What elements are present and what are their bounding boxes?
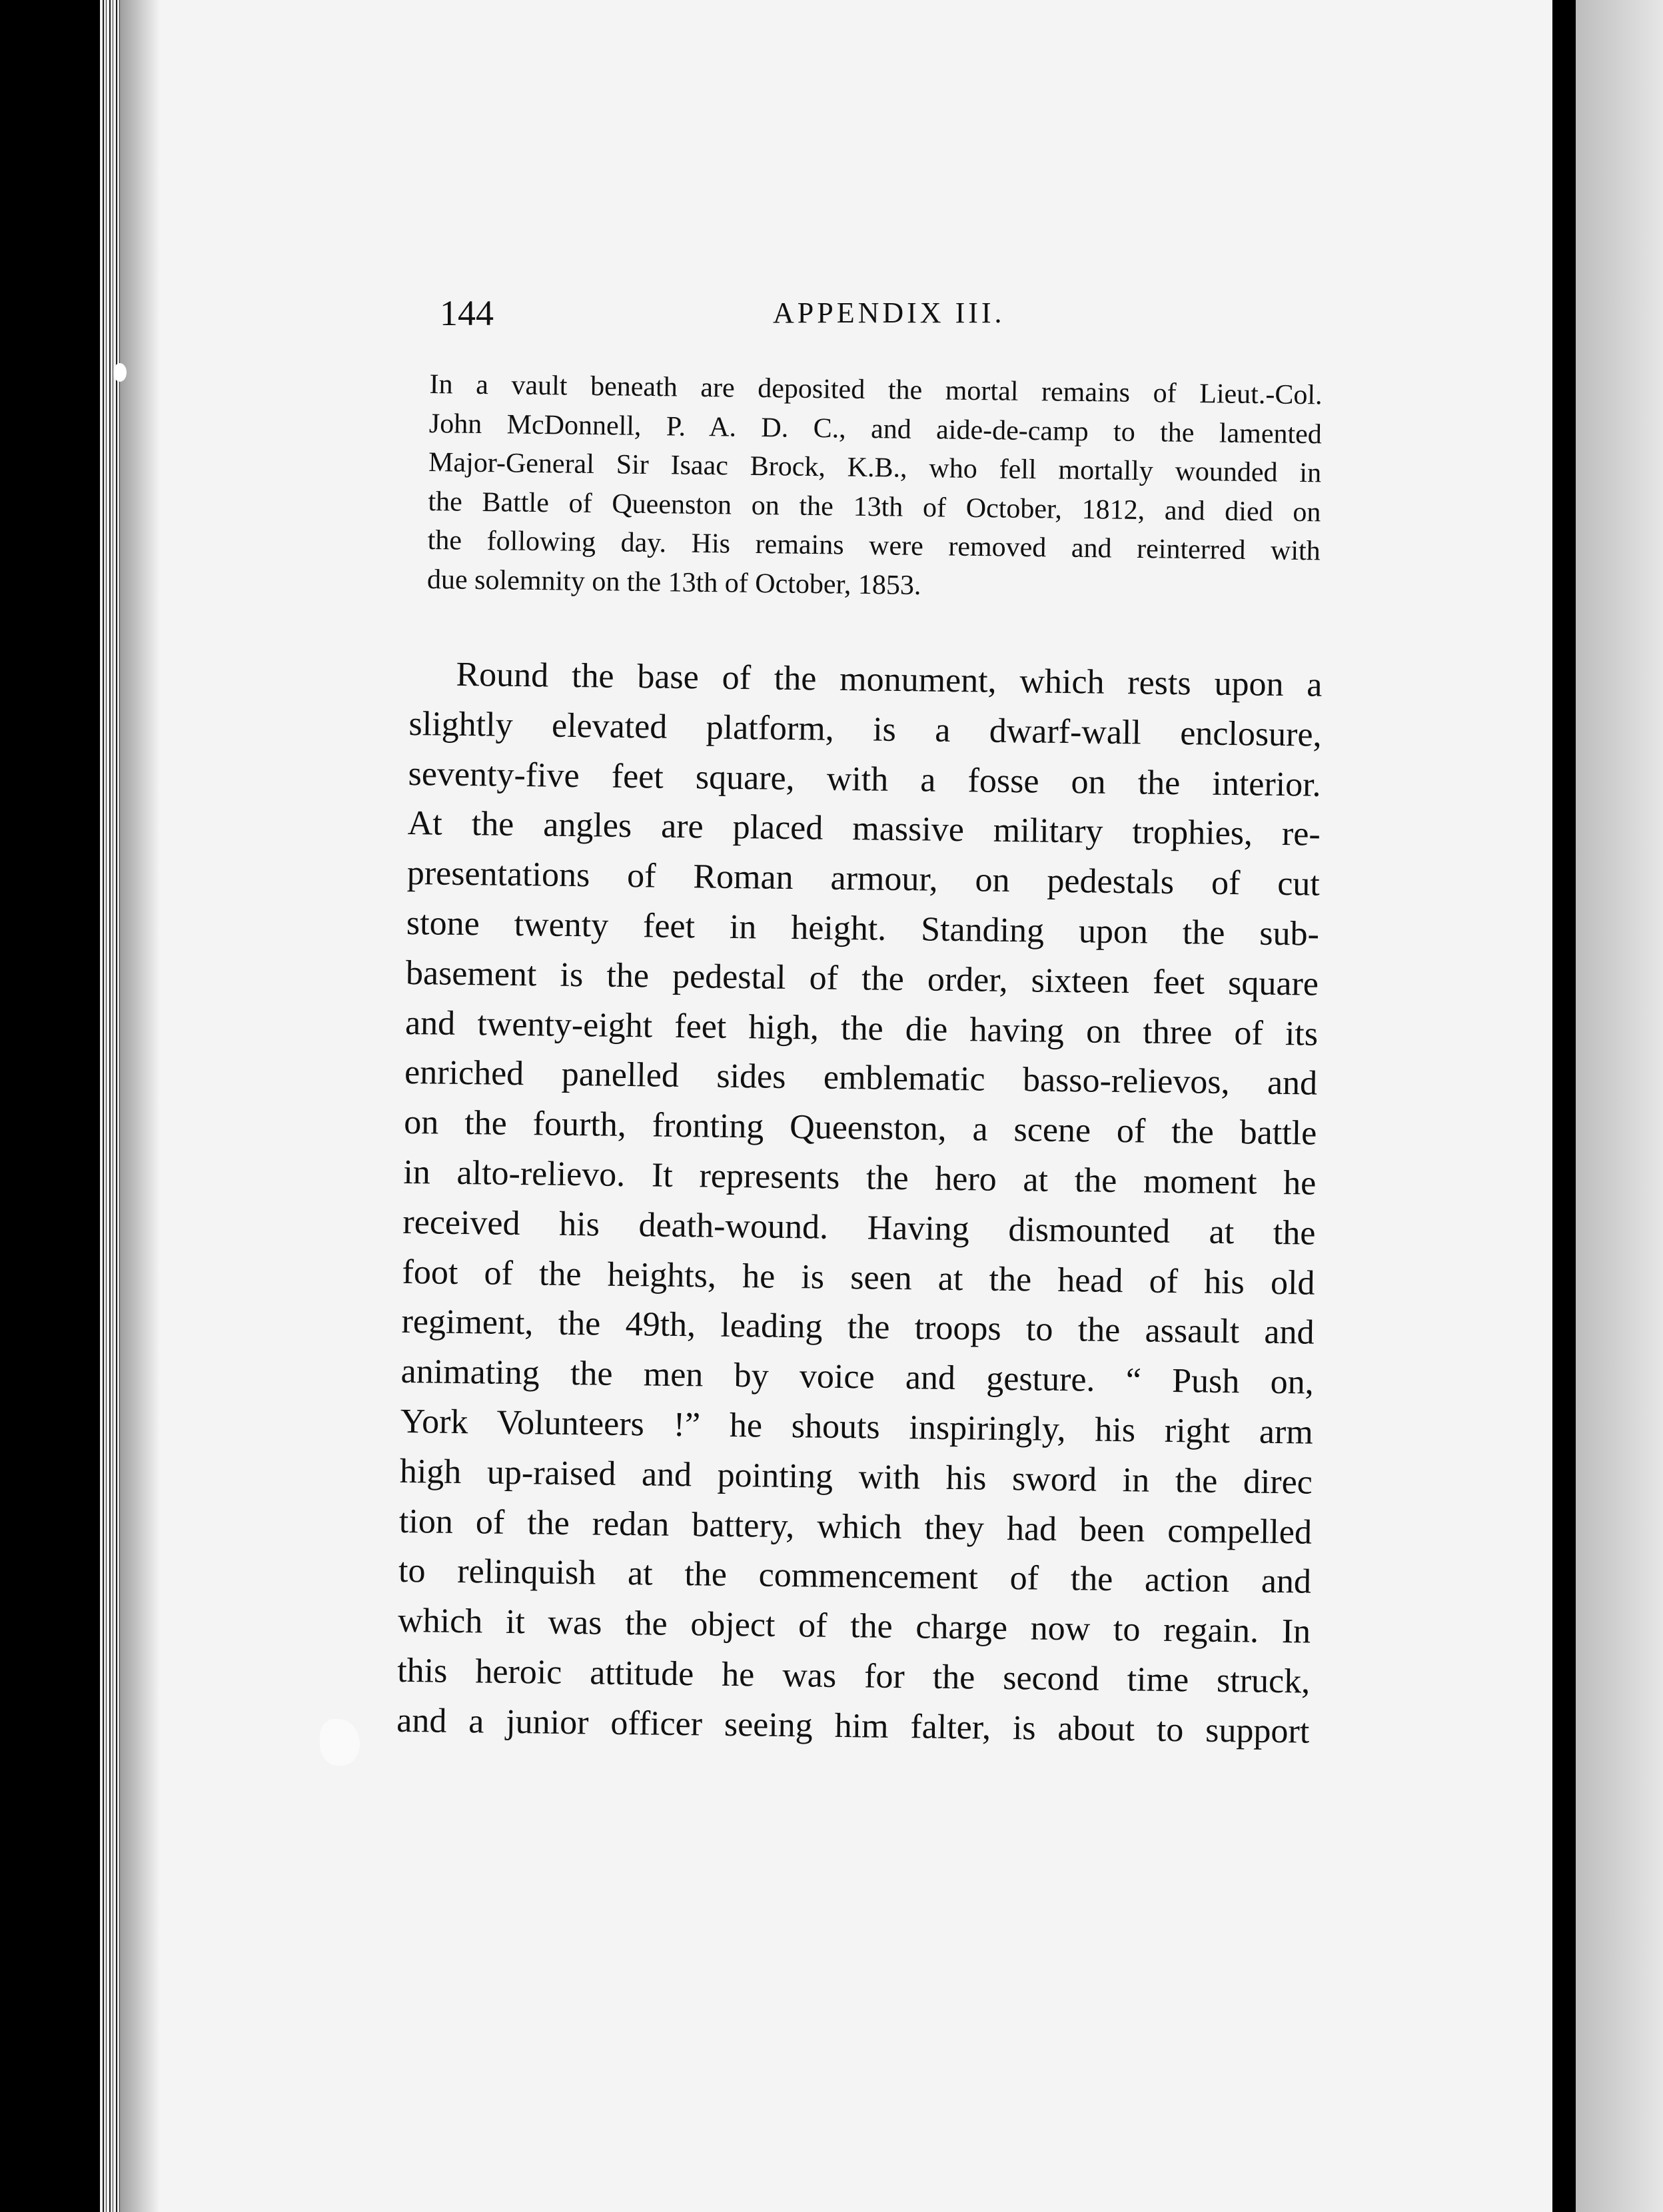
- body-line: basement is the pedestal of the order, sixteen feet square: [405, 953, 1319, 1003]
- body-line: received his death-wound. Having dismounted at the: [402, 1203, 1316, 1253]
- body-line: on the fourth, fronting Queenston, a scene of the battle: [403, 1103, 1317, 1153]
- body-line: presentations of Roman armour, on pedestals of cut: [406, 854, 1321, 903]
- scan-speck: [113, 363, 127, 382]
- body-line: this heroic attitude he was for the second time struck,: [396, 1651, 1311, 1701]
- body-line: seventy-five feet square, with a fosse on the interior.: [408, 754, 1321, 804]
- inscription-line: In a vault beneath are deposited the mortal remains of Lieut.-Col.: [429, 368, 1323, 411]
- running-title: APPENDIX III.: [773, 296, 1005, 329]
- body-line: animating the men by voice and gesture. “ Push on,: [400, 1353, 1315, 1402]
- running-head: [440, 286, 1319, 340]
- body-paragraph: [396, 650, 1323, 1757]
- scan-border-right: [1552, 0, 1576, 2212]
- body-line: to relinquish at the commencement of the action and: [398, 1552, 1312, 1601]
- body-line: enriched panelled sides emblematic basso-relievos, and: [404, 1053, 1318, 1103]
- body-line: and a junior officer seeing him falter, is about to support: [396, 1701, 1310, 1751]
- body-line: slightly elevated platform, is a dwarf-wall enclosure,: [408, 704, 1322, 754]
- inscription-line: Major-General Sir Isaac Brock, K.B., who fell mortally wounded in: [428, 447, 1322, 489]
- inscription-line: the following day. His remains were removed and reinterred with: [427, 525, 1321, 567]
- scan-border-left: [0, 0, 100, 2212]
- page-number: 144: [440, 293, 494, 333]
- body-line: At the angles are placed massive military trophies, re-: [407, 804, 1321, 854]
- body-line: which it was the object of the charge now to regain. In: [397, 1602, 1311, 1651]
- binding-shadow: [120, 0, 160, 2212]
- body-line: York Volunteers !” he shouts inspiringly, his right arm: [400, 1402, 1314, 1452]
- body-line: regiment, the 49th, leading the troops to the assault and: [401, 1303, 1315, 1353]
- inscription-line: John McDonnell, P. A. D. C., and aide-de-camp to the lamented: [428, 408, 1323, 450]
- body-line: stone twenty feet in height. Standing upon the sub-: [406, 903, 1320, 953]
- body-line: tion of the redan battery, which they had been compelled: [398, 1502, 1313, 1552]
- inscription-line: due solemnity on the 13th of October, 1853.: [426, 564, 921, 602]
- body-line: high up-raised and pointing with his sword in the direc: [399, 1452, 1313, 1502]
- page-edges: [100, 0, 120, 2212]
- body-line: Round the base of the monument, which rests upon a: [456, 655, 1323, 704]
- inscription-block: [427, 365, 1323, 610]
- inscription-line: the Battle of Queenston on the 13th of October, 1812, and died on: [428, 486, 1321, 528]
- body-line: and twenty-eight feet high, the die having on three of its: [404, 1003, 1319, 1053]
- body-line: foot of the heights, he is seen at the head of his old: [402, 1253, 1315, 1303]
- body-line: in alto-relievo. It represents the hero at the moment he: [403, 1153, 1317, 1203]
- adjacent-page-edge: [1576, 0, 1663, 2212]
